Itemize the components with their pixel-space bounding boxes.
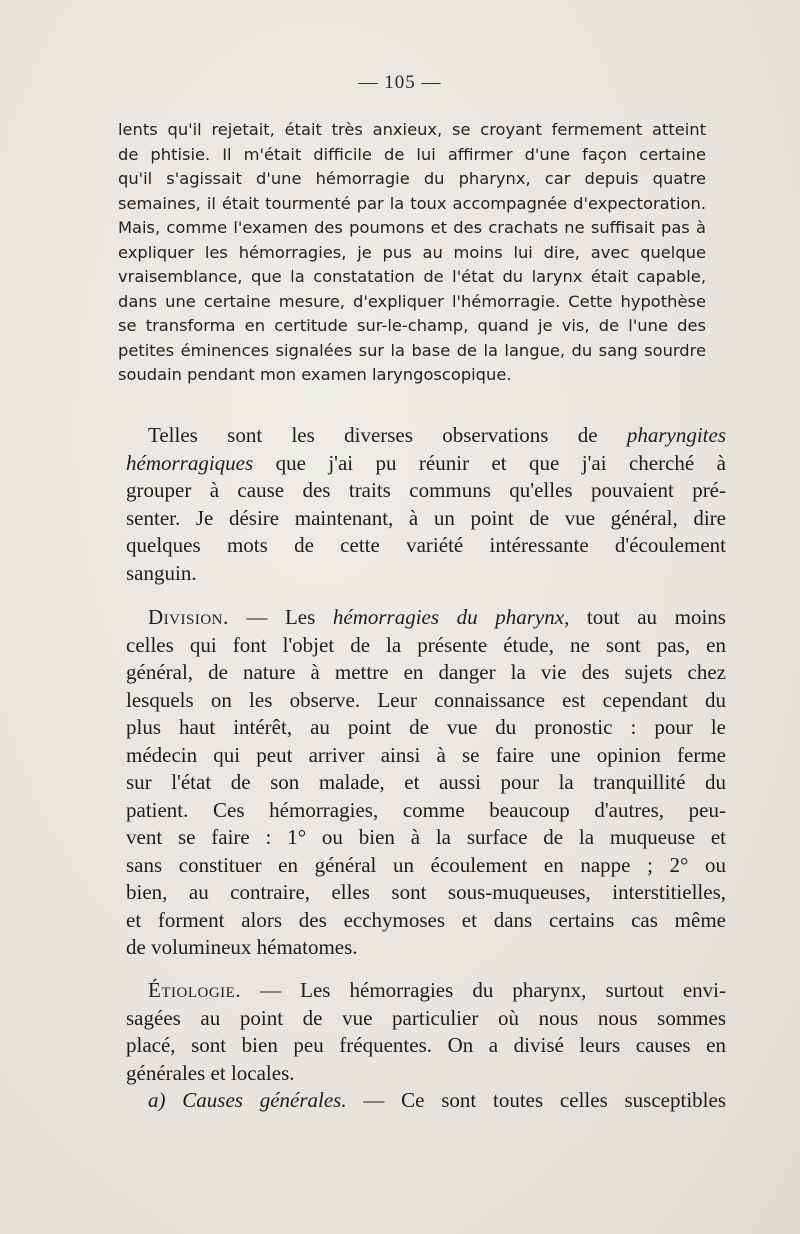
text-run: , tout au moins — [564, 605, 726, 629]
text-line: de phtisie. Il m'était difficile de lui affirmer d'une façon certaine — [118, 144, 706, 164]
text-run: Telles sont les diverses observations de — [148, 423, 627, 447]
italic-term: hémorragiques — [126, 450, 254, 475]
text-line: médecin qui peut arriver ainsi à se faire une opinion ferme — [126, 742, 726, 767]
text-line: sur l'état de son malade, et aussi pour la tranquillité du — [126, 770, 726, 794]
text-line: senter. Je désire maintenant, à un point de vue général, dire — [126, 505, 726, 530]
text-line: grouper à cause des traits communs qu'elles pouvaient pré- — [126, 478, 726, 502]
text-line: expliquer les hémorragies, je pus au moins lui dire, avec quelque — [118, 242, 706, 262]
text-line: bien, au contraire, elles sont sous-muqueuses, interstitielles, — [126, 880, 726, 904]
text-line: soudain pendant mon examen laryngoscopique. — [118, 365, 512, 384]
text-line: sagées au point de vue particulier où nous nous sommes — [126, 1005, 726, 1030]
text-line: quelques mots de cette variété intéressante d'écoulement — [126, 533, 726, 557]
text-line: se transforma en certitude sur-le-champ, quand je vis, de l'une des — [118, 316, 706, 335]
text-line: sans constituer en général un écoulement en nappe ; 2° ou — [126, 852, 726, 877]
text-run: — Les — [228, 605, 333, 629]
text-line: qu'il s'agissait d'une hémorragie du pharynx, car depuis quatre — [118, 169, 706, 188]
text-line — [126, 604, 726, 632]
paragraph-etiologie — [126, 977, 726, 1115]
text-line: petites éminences signalées sur la base de la langue, du sang sourdre — [118, 340, 706, 360]
text-line: placé, sont bien peu fréquentes. On a divisé leurs causes en — [126, 1033, 726, 1057]
text-line: générales et locales. — [126, 1060, 295, 1085]
section-heading: Étiologie. — [148, 978, 242, 1002]
text-line: vent se faire : 1° ou bien à la surface de la muqueuse et — [126, 825, 726, 849]
text-line: de volumineux hématomes. — [126, 935, 358, 959]
text-line: semaines, il était tourmenté par la toux accompagnée d'expectoration. — [118, 193, 706, 213]
text-line: général, de nature à mettre en danger la vie des sujets chez — [126, 660, 726, 684]
italic-term: hémorragies du pharynx — [332, 605, 565, 629]
text-line — [126, 1087, 726, 1115]
text-line — [126, 422, 726, 450]
text-line: celles qui font l'objet de la présente étude, ne sont pas, en — [126, 632, 726, 657]
section-heading: Division. — [148, 605, 229, 629]
text-line: sanguin. — [126, 560, 197, 585]
text-line: lents qu'il rejetait, était très anxieux, se croyant fermement atteint — [118, 120, 706, 139]
text-line: patient. Ces hémorragies, comme beaucoup d'autres, peu- — [126, 797, 726, 822]
text-run: que j'ai pu réunir et que j'ai cherché à — [253, 450, 726, 475]
text-line: vraisemblance, que la constatation de l'état du larynx était capable, — [118, 267, 706, 286]
text-line: dans une certaine mesure, d'expliquer l'hémorragie. Cette hypothèse — [118, 291, 706, 311]
paragraph-pharyngites — [126, 422, 726, 587]
paragraph-continuation — [118, 118, 706, 388]
text-run: — Les hémorragies du pharynx, surtout envi- — [241, 978, 726, 1002]
text-line — [126, 977, 726, 1005]
text-line: Mais, comme l'examen des poumons et des crachats ne suffisait pas à — [118, 218, 706, 237]
text-run: — Ce sont toutes celles susceptibles — [346, 1088, 726, 1112]
italic-term: Causes générales. — [182, 1088, 347, 1112]
text-line: et forment alors des ecchymoses et dans certains cas même — [126, 907, 726, 932]
text-line: lesquels on les observe. Leur connaissance est cependant du — [126, 687, 726, 712]
text-line: plus haut intérêt, au point de vue du pronostic : pour le — [126, 715, 726, 739]
paragraph-division — [126, 604, 726, 962]
italic-term: pharyngites — [626, 423, 726, 447]
page-number: — 105 — — [358, 72, 442, 93]
list-marker: a) — [148, 1088, 183, 1112]
text-line — [126, 450, 726, 478]
